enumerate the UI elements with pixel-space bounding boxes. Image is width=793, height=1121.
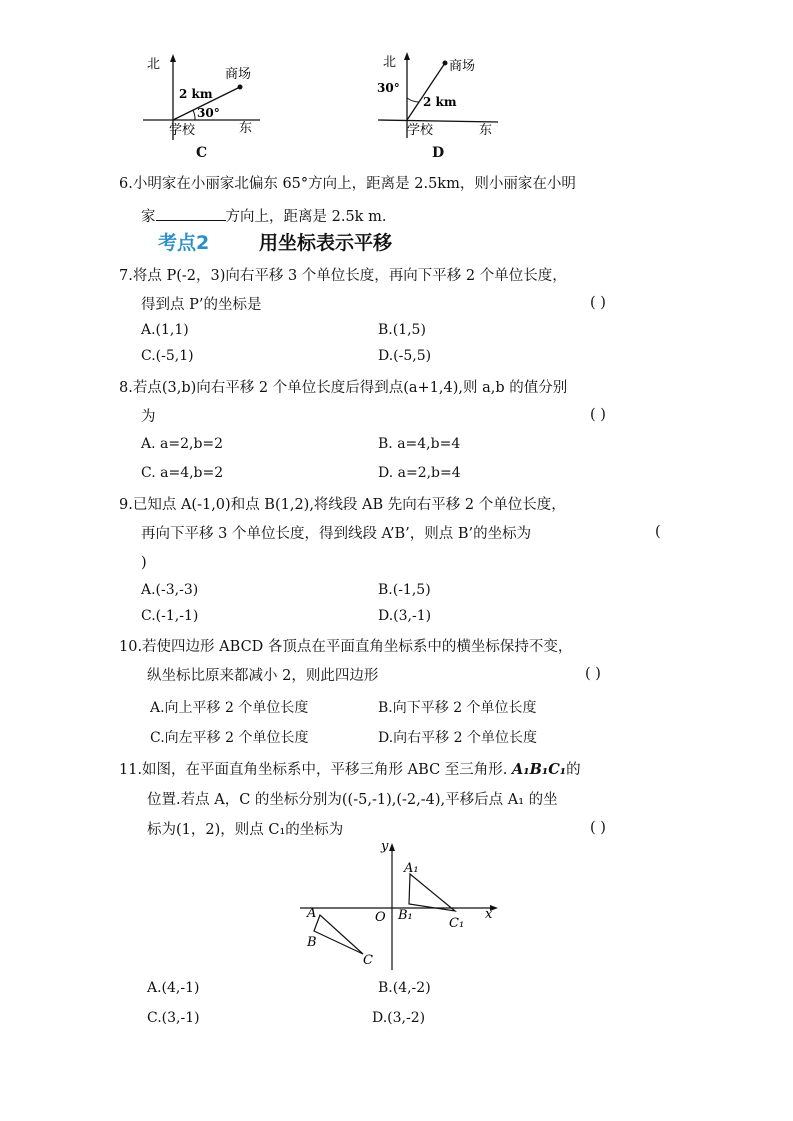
q6-line2: 家 方向上，距离是 2.5k m. — [141, 204, 386, 227]
q8-line2: 为 — [141, 409, 156, 425]
x-axis-label: x — [485, 907, 493, 922]
q11-line1: 11.如图，在平面直角坐标系中，平移三角形 ABC 至三角形. A₁B₁C₁的 — [119, 761, 581, 778]
q8-option-c[interactable]: C. a=4,b=2 — [141, 465, 224, 481]
angle-label: 30° — [197, 106, 220, 120]
q7-line1: 7.将点 P(-2，3)向右平移 3 个单位长度，再向下平移 2 个单位长度， — [119, 268, 567, 284]
origin-label: O — [375, 910, 386, 925]
q11-line2: 位置.若点 A，C 的坐标分别为((-5,-1),(-2,-4),平移后点 A₁ 的坐 — [147, 792, 558, 808]
q8-line1: 8.若点(3,b)向右平移 2 个单位长度后得到点(a+1,4),则 a,b 的值分别 — [119, 380, 568, 396]
q10-option-d[interactable]: D.向右平移 2 个单位长度 — [378, 730, 537, 746]
y-axis-label: y — [381, 839, 389, 854]
q6-answer-blank[interactable] — [156, 204, 226, 221]
q7-option-a[interactable]: A.(1,1) — [141, 322, 189, 338]
figure-c-label: C — [196, 145, 208, 161]
mall-label: 商场 — [449, 59, 476, 74]
q8-option-b[interactable]: B. a=4,b=4 — [378, 436, 461, 452]
point-b1-label: B₁ — [398, 908, 413, 923]
q8-option-a[interactable]: A. a=2,b=2 — [141, 436, 224, 452]
mall-label: 商场 — [225, 67, 252, 82]
north-label: 北 — [383, 55, 397, 70]
q10-option-c[interactable]: C.向左平移 2 个单位长度 — [150, 730, 309, 746]
q9-line1: 9.已知点 A(-1,0)和点 B(1,2),将线段 AB 先向右平移 2 个单位长度， — [119, 497, 566, 513]
school-label: 学校 — [169, 123, 196, 138]
q11-option-a[interactable]: A.(4,-1) — [147, 980, 200, 996]
q10-line2: 纵坐标比原来都减小 2，则此四边形 — [147, 668, 379, 684]
q11-line3: 标为(1，2)，则点 C₁的坐标为 — [147, 822, 344, 838]
q7-option-c[interactable]: C.(-5,1) — [141, 348, 194, 364]
q10-line1: 10.若使四边形 ABCD 各顶点在平面直角坐标系中的横坐标保持不变， — [119, 639, 573, 655]
q10-answer-paren[interactable]: ( ) — [585, 666, 601, 682]
point-a1-label: A₁ — [404, 861, 419, 876]
distance-label: 2 km — [423, 95, 457, 109]
section-tag: 考点2 — [158, 232, 210, 254]
q11-option-d[interactable]: D.(3,-2) — [372, 1010, 426, 1026]
q9-answer-paren-open[interactable]: ( — [655, 524, 661, 540]
q10-option-b[interactable]: B.向下平移 2 个单位长度 — [378, 700, 537, 716]
q8-option-d[interactable]: D. a=2,b=4 — [378, 465, 461, 481]
angle-label: 30° — [377, 81, 400, 95]
figure-c-compass — [135, 50, 270, 150]
figure-d-compass — [373, 48, 508, 148]
q7-option-b[interactable]: B.(1,5) — [378, 322, 426, 338]
q11-triangle-name: A₁B₁C₁ — [512, 761, 567, 778]
figure-d-label: D — [432, 145, 445, 161]
section-title: 用坐标表示平移 — [259, 232, 393, 254]
q9-option-b[interactable]: B.(-1,5) — [378, 582, 431, 598]
q6-line1: 6.小明家在小丽家北偏东 65°方向上，距离是 2.5km，则小丽家在小明 — [119, 176, 576, 192]
east-label: 东 — [479, 123, 493, 138]
school-label: 学校 — [407, 123, 434, 138]
q8-answer-paren[interactable]: ( ) — [590, 407, 606, 423]
q7-answer-paren[interactable]: ( ) — [590, 295, 606, 311]
q11-answer-paren[interactable]: ( ) — [590, 820, 606, 836]
q11-coordinate-figure — [295, 838, 505, 973]
q9-option-d[interactable]: D.(3,-1) — [378, 608, 432, 624]
q10-option-a[interactable]: A.向上平移 2 个单位长度 — [150, 700, 309, 716]
q11-option-c[interactable]: C.(3,-1) — [147, 1010, 200, 1026]
q9-line3: ) — [141, 555, 147, 571]
q7-option-d[interactable]: D.(-5,5) — [378, 348, 432, 364]
north-label: 北 — [147, 57, 161, 72]
point-c1-label: C₁ — [449, 916, 465, 931]
point-c-label: C — [363, 953, 373, 968]
q11-option-b[interactable]: B.(4,-2) — [378, 980, 431, 996]
distance-label: 2 km — [179, 87, 213, 101]
q9-option-c[interactable]: C.(-1,-1) — [141, 608, 199, 624]
q9-line2: 再向下平移 3 个单位长度，得到线段 A’B’，则点 B’的坐标为 — [141, 526, 532, 542]
q9-option-a[interactable]: A.(-3,-3) — [141, 582, 199, 598]
east-label: 东 — [239, 121, 253, 136]
q7-line2: 得到点 P’的坐标是 — [141, 297, 262, 313]
point-a-label: A — [307, 906, 317, 921]
point-b-label: B — [307, 935, 317, 950]
